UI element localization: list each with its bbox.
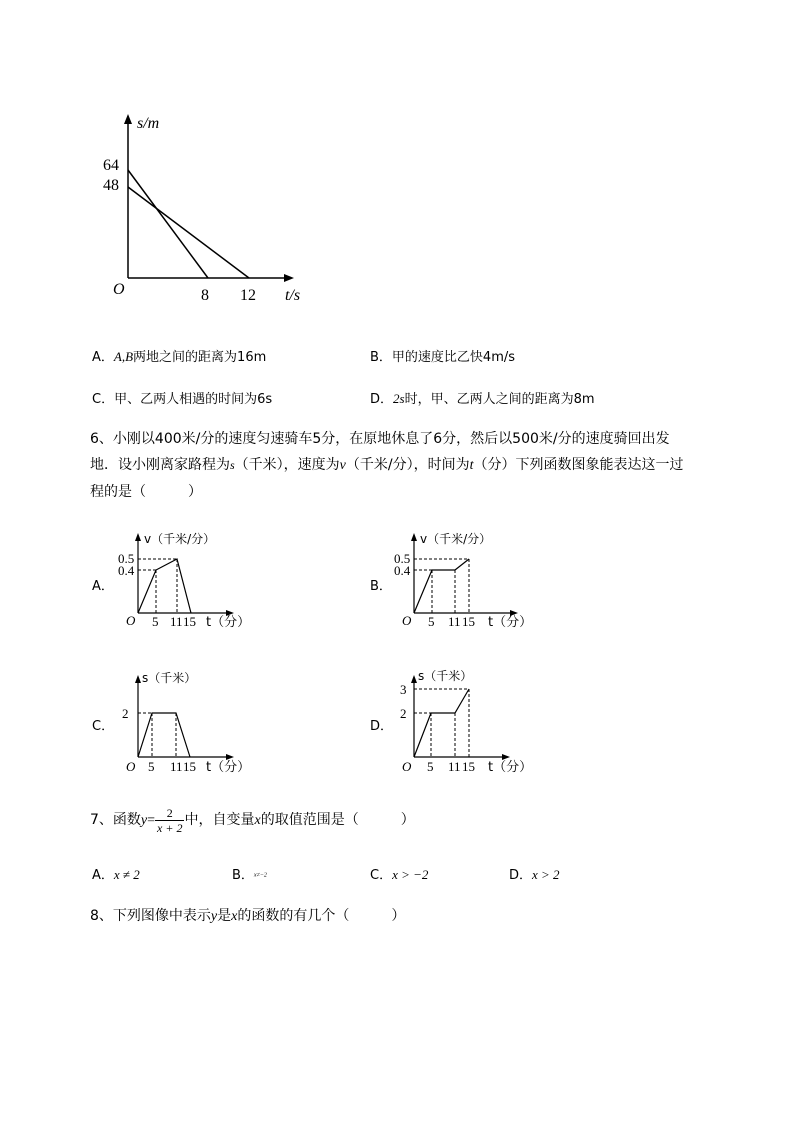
option-math: x≠−2: [253, 872, 267, 879]
line-64-to-8: [128, 170, 208, 278]
q7-option-d: [509, 864, 560, 883]
x-tick-15: 15: [462, 759, 475, 774]
option-math: 2s: [393, 391, 405, 406]
option-math: A,B: [113, 349, 134, 364]
q7-question: [90, 805, 415, 836]
q7-option-c: [370, 864, 428, 883]
x-axis-label: t（分）: [488, 615, 533, 630]
option-letter: C．: [370, 868, 393, 883]
text: 的函数的有几个（ ）: [237, 908, 406, 924]
option-text: 两地之间的距离为16m: [133, 350, 267, 365]
option-letter: A．: [92, 868, 114, 883]
option-letter: A．: [92, 350, 114, 365]
q6-line-1: 6、小刚以400米/分的速度匀速骑车5分，在原地休息了6分，然后以500米/分的速度骑回出发: [90, 431, 670, 447]
q6-graph-c: [110, 665, 260, 780]
var-x: x: [254, 813, 261, 828]
text: 8、下列图像中表示: [90, 908, 211, 924]
text: （千米），速度为: [234, 457, 340, 473]
y-axis-label: s（千米）: [142, 671, 197, 685]
q6-line-2: [90, 454, 684, 474]
q6-line-3: 程的是（ ）: [90, 484, 202, 500]
y-tick-0.4: 0.4: [118, 563, 135, 578]
x-tick-5: 5: [428, 614, 435, 629]
origin-label: O: [126, 759, 136, 774]
graph-line: [138, 559, 191, 613]
text: 7、函数: [90, 812, 141, 828]
x-tick-15: 15: [183, 759, 196, 774]
q6-graph-d: [386, 665, 536, 780]
x-tick-11: 11: [448, 614, 461, 629]
option-math: x > −2: [392, 867, 429, 882]
x-tick-8: 8: [201, 287, 209, 304]
x-tick-11: 11: [170, 759, 183, 774]
y-tick-2: 2: [400, 706, 407, 721]
denominator: x + 2: [157, 820, 183, 835]
line-48-to-12: [128, 187, 249, 278]
y-axis-label: s（千米）: [418, 669, 473, 683]
y-axis-arrow: [135, 675, 141, 683]
q5-option-c: C．甲、乙两人相遇的时间为6s: [92, 392, 273, 407]
q6-graph-a: [110, 525, 260, 635]
q5-option-b: B．甲的速度比乙快4m/s: [370, 350, 516, 365]
x-axis-arrow: [284, 274, 294, 282]
graph-line: [414, 689, 469, 757]
x-axis-label: t（分）: [206, 760, 251, 775]
y-axis-arrow: [411, 533, 417, 541]
text: （分）下列函数图象能表达这一过: [473, 457, 684, 473]
origin-label: O: [402, 759, 412, 774]
x-tick-5: 5: [148, 759, 155, 774]
text: 中，自变量: [184, 812, 255, 828]
text: （千米/分），时间为: [345, 457, 470, 473]
origin-label: O: [402, 613, 412, 628]
x-tick-11: 11: [448, 759, 461, 774]
var-x: x: [231, 909, 238, 924]
numerator: 2: [155, 806, 184, 821]
x-axis-label: t/s: [285, 287, 301, 304]
q6-option-c-letter: C．: [92, 719, 115, 734]
q7-option-b: [232, 864, 267, 883]
y-tick-0.5: 0.5: [394, 551, 411, 566]
x-tick-15: 15: [462, 614, 475, 629]
distance-time-graph: [95, 110, 325, 310]
x-tick-11: 11: [170, 614, 183, 629]
y-axis-label: v（千米/分）: [420, 532, 492, 546]
y-axis-arrow: [411, 675, 417, 683]
graph-line: [138, 713, 190, 757]
y-axis-arrow: [124, 114, 132, 124]
option-text: 时，甲、乙两人之间的距离为8m: [404, 392, 595, 407]
option-math: x ≠ 2: [113, 867, 140, 882]
q6-option-a-letter: A．: [92, 579, 114, 594]
q6-graph-b: [386, 525, 536, 635]
y-tick-0.5: 0.5: [118, 551, 135, 566]
y-tick-64: 64: [103, 157, 119, 174]
option-letter: B．: [232, 868, 254, 883]
q5-option-d: [370, 388, 595, 407]
origin-label: O: [113, 281, 125, 298]
text: 的取值范围是（ ）: [260, 812, 415, 828]
y-axis-label: s/m: [137, 115, 160, 132]
var-s: s: [230, 458, 235, 472]
q5-option-a: [92, 346, 266, 365]
q7-option-a: [92, 864, 140, 883]
y-tick-2: 2: [122, 706, 129, 721]
y-tick-0.4: 0.4: [394, 563, 411, 578]
var-t: t: [469, 458, 474, 473]
text: 地．设小刚离家路程为: [90, 457, 230, 473]
x-tick-5: 5: [427, 759, 434, 774]
q6-option-d-letter: D．: [370, 719, 394, 734]
text: 是: [217, 908, 232, 924]
var-y: y: [210, 909, 218, 924]
option-letter: D．: [370, 392, 394, 407]
x-tick-15: 15: [183, 614, 196, 629]
graph-line: [414, 559, 469, 613]
x-axis-label: t（分）: [206, 615, 251, 630]
var-y: y: [140, 813, 148, 828]
y-tick-3: 3: [400, 682, 407, 697]
x-tick-12: 12: [240, 287, 256, 304]
option-letter: D．: [509, 868, 533, 883]
origin-label: O: [126, 613, 136, 628]
q6-option-b-letter: B．: [370, 579, 392, 594]
equals-sign: =: [147, 813, 156, 828]
var-v: v: [339, 458, 346, 473]
y-axis-label: v（千米/分）: [144, 532, 216, 546]
y-axis-arrow: [135, 533, 141, 541]
x-tick-5: 5: [152, 614, 159, 629]
q8-question: [90, 905, 405, 925]
x-axis-label: t（分）: [488, 760, 533, 775]
y-tick-48: 48: [103, 177, 119, 194]
fraction: [155, 806, 184, 835]
option-math: x > 2: [532, 867, 560, 882]
